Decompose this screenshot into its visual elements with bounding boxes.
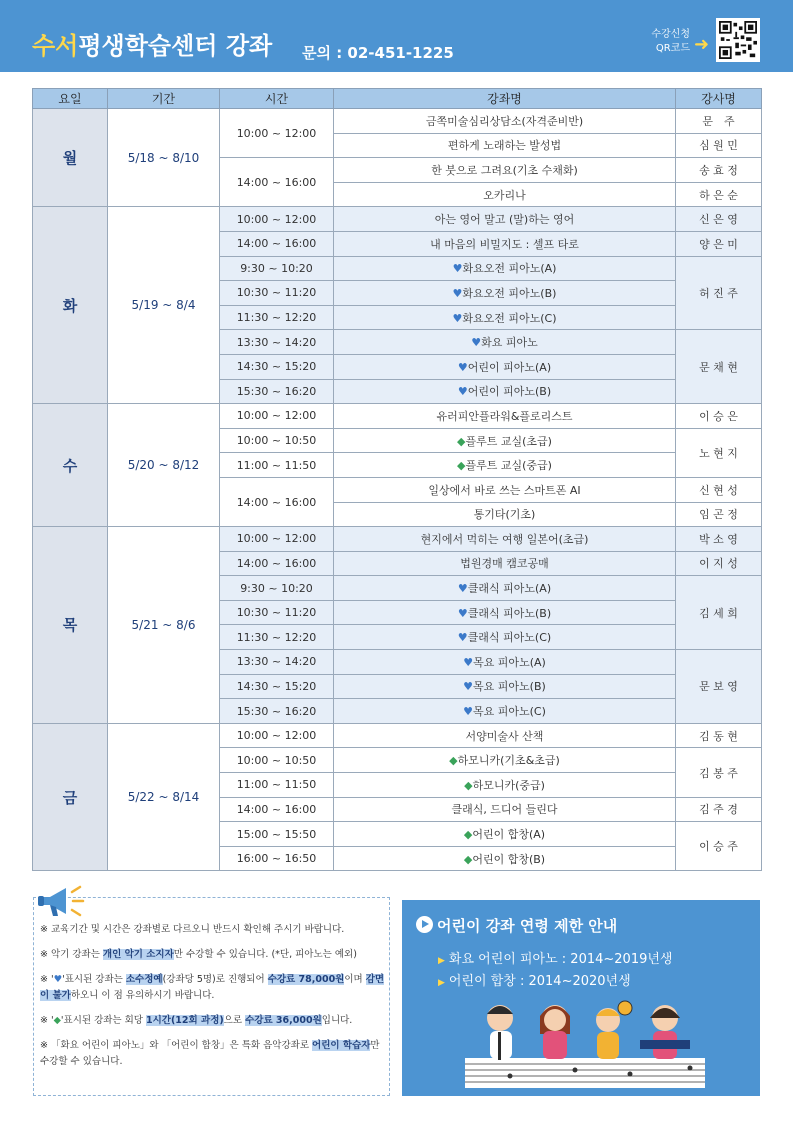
triangle-bullet-icon: ▶ [438,956,445,966]
time-cell: 10:30 ~ 11:20 [220,600,334,625]
course-cell: 아는 영어 말고 (말)하는 영어 [334,207,676,232]
instructor-cell: 허 진 주 [676,256,762,330]
course-label: 클래식 피아노(B) [467,606,552,620]
diamond-icon: ◆ [457,459,466,473]
course-cell: 금쪽미술심리상담소(자격준비반) [334,109,676,134]
course-label: 하모니카(기초&초급) [457,754,560,768]
course-cell [334,305,676,330]
instructor-cell: 김 봉 주 [676,748,762,797]
course-cell [334,256,676,281]
time-cell: 9:30 ~ 10:20 [220,256,334,281]
diamond-icon: ◆ [464,778,473,792]
time-cell: 14:00 ~ 16:00 [220,797,334,822]
kids-title-text: 어린이 강좌 연령 제한 안내 [437,917,618,935]
triangle-bullet-icon: ▶ [438,978,445,988]
course-cell: 내 마음의 비밀지도 : 셀프 타로 [334,231,676,256]
time-cell: 14:30 ~ 15:20 [220,674,334,699]
note-item [40,1013,386,1029]
instructor-cell: 양 은 미 [676,231,762,256]
note-highlight: 소수정예 [125,974,163,985]
note-highlight: 개인 악기 소지자 [102,949,174,960]
table-row [33,207,762,232]
instructor-cell: 임 곤 정 [676,502,762,527]
instructor-cell: 이 승 주 [676,822,762,871]
header-day: 요일 [33,89,108,109]
time-cell: 10:00 ~ 12:00 [220,109,334,158]
diamond-icon: ◆ [449,754,458,768]
course-cell: 한 붓으로 그려요(기초 수채화) [334,158,676,183]
time-cell: 13:30 ~ 14:20 [220,330,334,355]
contact-phone: 문의 : 02-451-1225 [302,44,454,62]
course-cell [334,281,676,306]
day-cell: 금 [33,723,108,871]
note-text: 만 수강할 수 있습니다. (*단, 피아노는 예외) [173,949,357,960]
note-item [40,972,386,1004]
note-text: ※ ' [40,1015,54,1026]
course-cell [334,600,676,625]
course-label: 플루트 교실(중급) [465,459,552,473]
notes-list [40,922,386,1079]
note-text: ※ 「화요 어린이 피아노」와 「어린이 합창」은 특화 음악강좌로 [40,1040,313,1051]
course-cell [334,773,676,798]
period-cell: 5/18 ~ 8/10 [108,109,220,207]
table-row [33,109,762,134]
course-cell [334,674,676,699]
note-highlight: 수강료 36,000원 [245,1015,322,1026]
header-course: 강좌명 [334,89,676,109]
table-row [33,723,762,748]
note-text: 으로 [223,1015,246,1026]
page-title [32,26,272,61]
course-cell [334,330,676,355]
note-text: ※ ' [40,974,54,985]
children-music-illustration [460,996,710,1092]
qr-label [640,28,690,56]
heart-icon: ♥ [457,582,468,596]
qr-code-icon[interactable] [716,18,760,62]
schedule-table [32,88,762,871]
table-header-row [33,89,762,109]
instructor-cell: 신 은 영 [676,207,762,232]
time-cell: 11:30 ~ 12:20 [220,625,334,650]
instructor-cell: 심 원 민 [676,133,762,158]
course-cell: 법원경매 캠코공매 [334,551,676,576]
note-text: ※ 악기 강좌는 [40,949,103,960]
instructor-cell: 이 승 은 [676,404,762,429]
title-rest: 평생학습센터 강좌 [78,32,273,60]
time-cell: 10:00 ~ 10:50 [220,748,334,773]
header-time: 시간 [220,89,334,109]
course-cell: 현지에서 먹히는 여행 일본어(초급) [334,527,676,552]
time-cell: 14:00 ~ 16:00 [220,551,334,576]
time-cell: 11:30 ~ 12:20 [220,305,334,330]
course-cell: 유러피안플라워&플로리스트 [334,404,676,429]
heart-icon: ♥ [457,360,468,374]
heart-icon: ♥ [463,705,473,719]
course-label: 어린이 합창(B) [472,852,546,866]
time-cell: 9:30 ~ 10:20 [220,576,334,601]
course-cell: 일상에서 바로 쓰는 스마트폰 AI [334,477,676,502]
period-cell: 5/20 ~ 8/12 [108,404,220,527]
instructor-cell: 문 채 현 [676,330,762,404]
instructor-cell: 문 보 영 [676,650,762,724]
diamond-icon: ◆ [463,852,473,866]
note-highlight: 어린이 학습자 [312,1040,371,1051]
note-text: '표시된 강좌는 [62,974,126,985]
time-cell: 15:00 ~ 15:50 [220,822,334,847]
course-label: 화요오전 피아노(A) [462,262,557,276]
course-cell [334,699,676,724]
course-cell [334,428,676,453]
period-cell: 5/22 ~ 8/14 [108,723,220,871]
instructor-cell: 문 주 [676,109,762,134]
kids-line-piano [438,948,672,967]
page-header [0,0,793,72]
course-cell: 서양미술사 산책 [334,723,676,748]
course-cell: 오카리나 [334,182,676,207]
time-cell: 13:30 ~ 14:20 [220,650,334,675]
course-label: 화요오전 피아노(C) [462,311,557,325]
diamond-icon: ◆ [463,828,473,842]
note-item [40,947,386,963]
period-cell: 5/19 ~ 8/4 [108,207,220,404]
course-cell: 편하게 노래하는 발성법 [334,133,676,158]
course-label: 어린이 피아노(B) [467,385,552,399]
day-cell: 목 [33,527,108,724]
note-text: 입니다. [321,1015,353,1026]
time-cell: 15:30 ~ 16:20 [220,379,334,404]
table-row [33,404,762,429]
time-cell: 10:00 ~ 10:50 [220,428,334,453]
heart-icon: ♥ [452,262,463,276]
time-cell: 10:00 ~ 12:00 [220,527,334,552]
day-cell: 수 [33,404,108,527]
header-period: 기간 [108,89,220,109]
note-item [40,1038,386,1070]
heart-icon: ♥ [463,680,474,694]
kids-age-box [402,900,760,1096]
heart-icon: ♥ [471,336,482,350]
day-cell: 화 [33,207,108,404]
course-label: 어린이 피아노(A) [467,360,552,374]
course-cell [334,650,676,675]
table-row [33,527,762,552]
course-cell: 클래식, 드디어 들린다 [334,797,676,822]
time-cell: 10:30 ~ 11:20 [220,281,334,306]
course-cell [334,846,676,871]
kids-line-choir [438,970,631,989]
course-cell [334,379,676,404]
course-cell [334,354,676,379]
play-circle-icon [416,916,433,933]
note-text: '표시된 강좌는 회당 [60,1015,146,1026]
course-label: 하모니카(중급) [472,778,545,792]
kids-line-text: 화요 어린이 피아노 : 2014~2019년생 [448,952,673,967]
course-label: 목요 피아노(C) [472,705,546,719]
time-cell: 10:00 ~ 12:00 [220,404,334,429]
arrow-right-icon: ➜ [694,34,710,55]
time-cell: 10:00 ~ 12:00 [220,723,334,748]
instructor-cell: 김 동 현 [676,723,762,748]
title-highlight: 수서 [32,32,79,60]
instructor-cell: 하 은 순 [676,182,762,207]
heart-icon: ♥ [53,974,63,985]
note-highlight: 감면이 불가 [40,974,385,1001]
course-label: 클래식 피아노(A) [467,582,552,596]
note-text: 하오니 이 점 유의하시기 바랍니다. [70,990,215,1001]
course-label: 목요 피아노(B) [473,680,546,694]
note-text: (강좌당 5명)로 진행되어 [162,974,268,985]
note-text: 이며 [344,974,366,985]
time-cell: 14:00 ~ 16:00 [220,158,334,207]
day-cell: 월 [33,109,108,207]
qr-label-line1: 수강신청 [651,29,690,40]
course-label: 화요 피아노 [481,336,538,350]
period-cell: 5/21 ~ 8/6 [108,527,220,724]
heart-icon: ♥ [452,311,463,325]
note-item: ※ 교육기간 및 시간은 강좌별로 다르오니 반드시 확인해 주시기 바랍니다. [40,924,345,935]
time-cell: 14:00 ~ 16:00 [220,477,334,526]
time-cell: 11:00 ~ 11:50 [220,773,334,798]
instructor-cell: 노 현 지 [676,428,762,477]
heart-icon: ♥ [452,286,463,300]
course-cell [334,822,676,847]
header-instructor: 강사명 [676,89,762,109]
course-label: 플루트 교실(초급) [465,434,552,448]
note-text: 만 수강할 수 있습니다. [40,1040,380,1067]
heart-icon: ♥ [457,606,468,620]
instructor-cell: 송 효 정 [676,158,762,183]
diamond-icon: ◆ [53,1015,61,1026]
diamond-icon: ◆ [457,434,466,448]
course-label: 화요오전 피아노(B) [462,286,557,300]
megaphone-icon [36,884,92,920]
course-label: 목요 피아노(A) [473,655,546,669]
course-cell [334,625,676,650]
heart-icon: ♥ [457,385,468,399]
course-cell [334,748,676,773]
kids-title [416,914,617,936]
instructor-cell: 신 현 성 [676,477,762,502]
instructor-cell: 박 소 영 [676,527,762,552]
heart-icon: ♥ [457,631,468,645]
course-label: 클래식 피아노(C) [467,631,552,645]
time-cell: 11:00 ~ 11:50 [220,453,334,478]
note-highlight: 수강료 78,000원 [267,974,345,985]
heart-icon: ♥ [463,655,474,669]
course-cell [334,453,676,478]
course-label: 어린이 합창(A) [472,828,546,842]
time-cell: 16:00 ~ 16:50 [220,846,334,871]
instructor-cell: 김 주 경 [676,797,762,822]
kids-line-text: 어린이 합창 : 2014~2020년생 [448,974,631,989]
course-cell: 통기타(기초) [334,502,676,527]
time-cell: 14:00 ~ 16:00 [220,231,334,256]
instructor-cell: 이 지 성 [676,551,762,576]
qr-label-line2: QR코드 [655,43,690,54]
note-highlight: 1시간(12회 과정) [146,1015,224,1026]
time-cell: 15:30 ~ 16:20 [220,699,334,724]
time-cell: 10:00 ~ 12:00 [220,207,334,232]
course-cell [334,576,676,601]
instructor-cell: 김 세 희 [676,576,762,650]
time-cell: 14:30 ~ 15:20 [220,354,334,379]
